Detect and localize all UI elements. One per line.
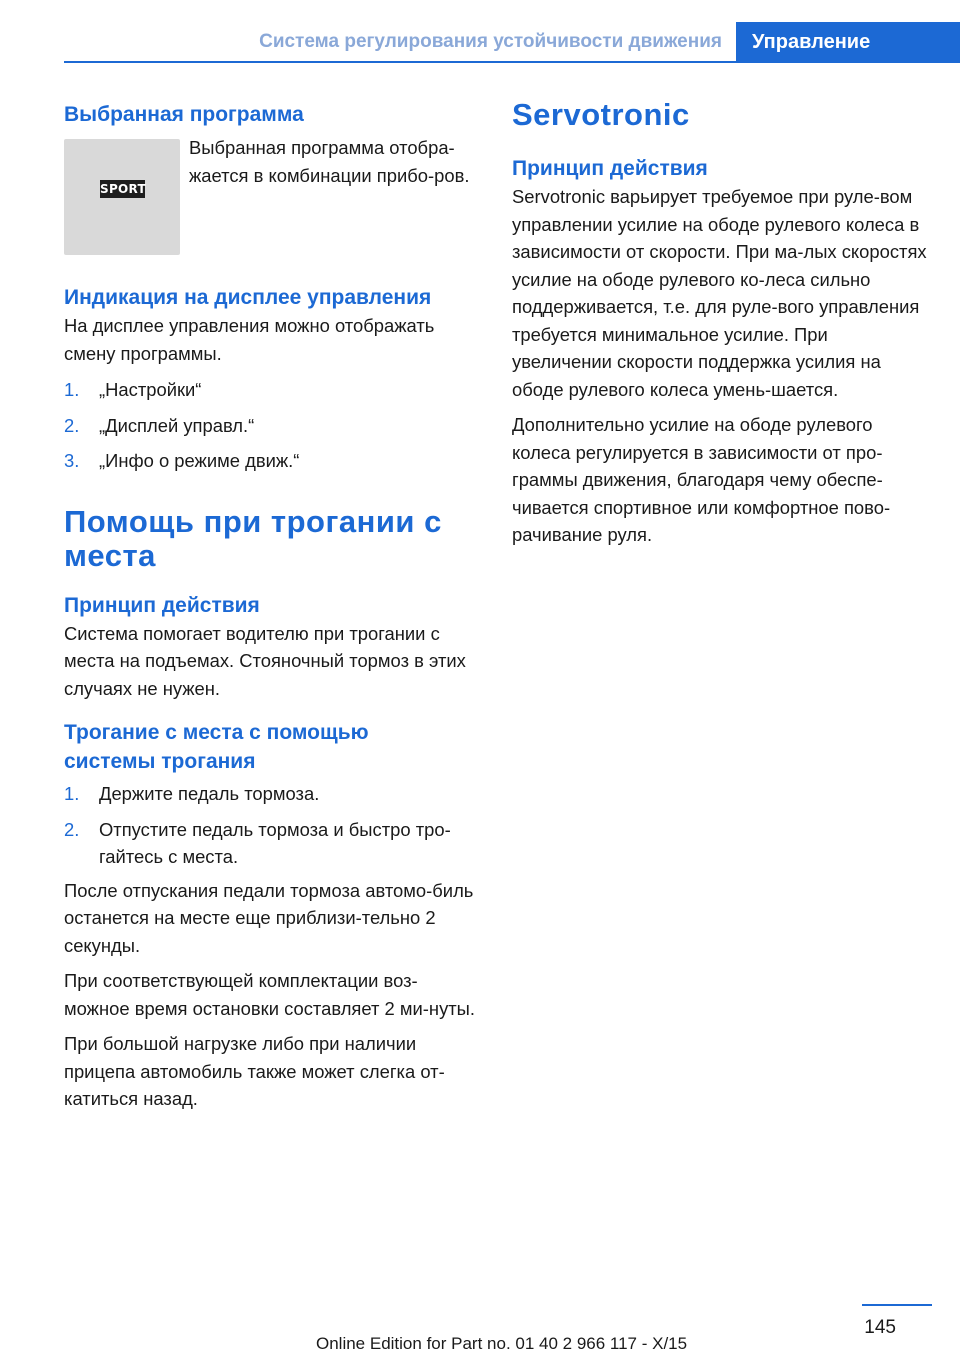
edition-line: Online Edition for Part no. 01 40 2 966 117 - X/15: [316, 1334, 688, 1353]
list-item: 1. Держите педаль тормоза.: [64, 783, 320, 804]
list-item: 2. Отпустите педаль тормоза и быстро тро-гайтесь с места.: [64, 818, 451, 867]
sport-mode-indicator: SPORT: [100, 182, 147, 196]
servotronic-paragraph-2: Дополнительно усилие на ободе рулевого колеса регулируется в зависимости от про-граммы движения, благодаря чему обеспе-чивается спортивное или комфортное пово-рачивание руля.: [512, 414, 891, 545]
selected-program-text: Выбранная программа отобра-жается в комбинации прибо-ров.: [189, 137, 470, 186]
footer-rule: [862, 1304, 932, 1306]
header-section-title: Система регулирования устойчивости движения: [259, 31, 722, 52]
right-column: [512, 98, 932, 549]
display-indication-heading: Индикация на дисплее управления: [64, 286, 432, 309]
list-item: 1. „Настройки“: [64, 379, 202, 400]
left-column: [64, 100, 476, 1113]
start-assist-paragraph-3: При большой нагрузке либо при наличии прицепа автомобиль также может слегка от-катиться назад.: [64, 1033, 445, 1109]
start-assist-paragraph-2: При соответствующей комплектации воз-можное время остановки составляет 2 ми-нуты.: [64, 970, 476, 1019]
list-item: 3. „Инфо о режиме движ.“: [64, 450, 300, 471]
page-header: [0, 22, 960, 62]
start-assist-steps-list: [64, 780, 476, 871]
start-assist-procedure-heading: Трогание с места с помощью системы трогания: [64, 721, 369, 773]
display-steps-list: [64, 376, 476, 475]
list-item: 2. „Дисплей управл.“: [64, 414, 255, 436]
start-assist-principle-heading: Принцип действия: [64, 593, 260, 617]
start-assist-principle-text: Система помогает водителю при трогании с места на подъемах. Стояночный тормоз в этих случаях не нужен.: [64, 622, 466, 699]
display-indication-text: На дисплее управления можно отображать смену программы.: [64, 315, 435, 364]
servotronic-heading: Servotronic: [512, 97, 690, 132]
selected-program-figure-row: [64, 139, 476, 255]
start-assist-paragraph-1: После отпускания педали тормоза автомо-биль останется на месте еще приблизи-тельно 2 секунды.: [64, 879, 474, 956]
header-chapter-tab: Управление: [736, 22, 960, 62]
servotronic-paragraph-1: Servotronic варьирует требуемое при руле-вом управлении усилие на ободе рулевого колеса в зависимости от скорости. При ма-лых скоростях усилие на ободе рулевого ко-леса сильно поддерживается, т.е. для руле-вого управления требуется минимальное усилие. При увеличении скорости поддержка усилия на ободе рулевого колеса умень-шается.: [512, 186, 927, 400]
page-number: 145: [864, 1317, 896, 1338]
instrument-display-image: [64, 139, 180, 255]
selected-program-heading: Выбранная программа: [64, 103, 304, 126]
servotronic-principle-heading: Принцип действия: [512, 157, 708, 180]
header-rule: [64, 61, 960, 63]
start-assist-heading: Помощь при трогании с места: [64, 503, 442, 573]
